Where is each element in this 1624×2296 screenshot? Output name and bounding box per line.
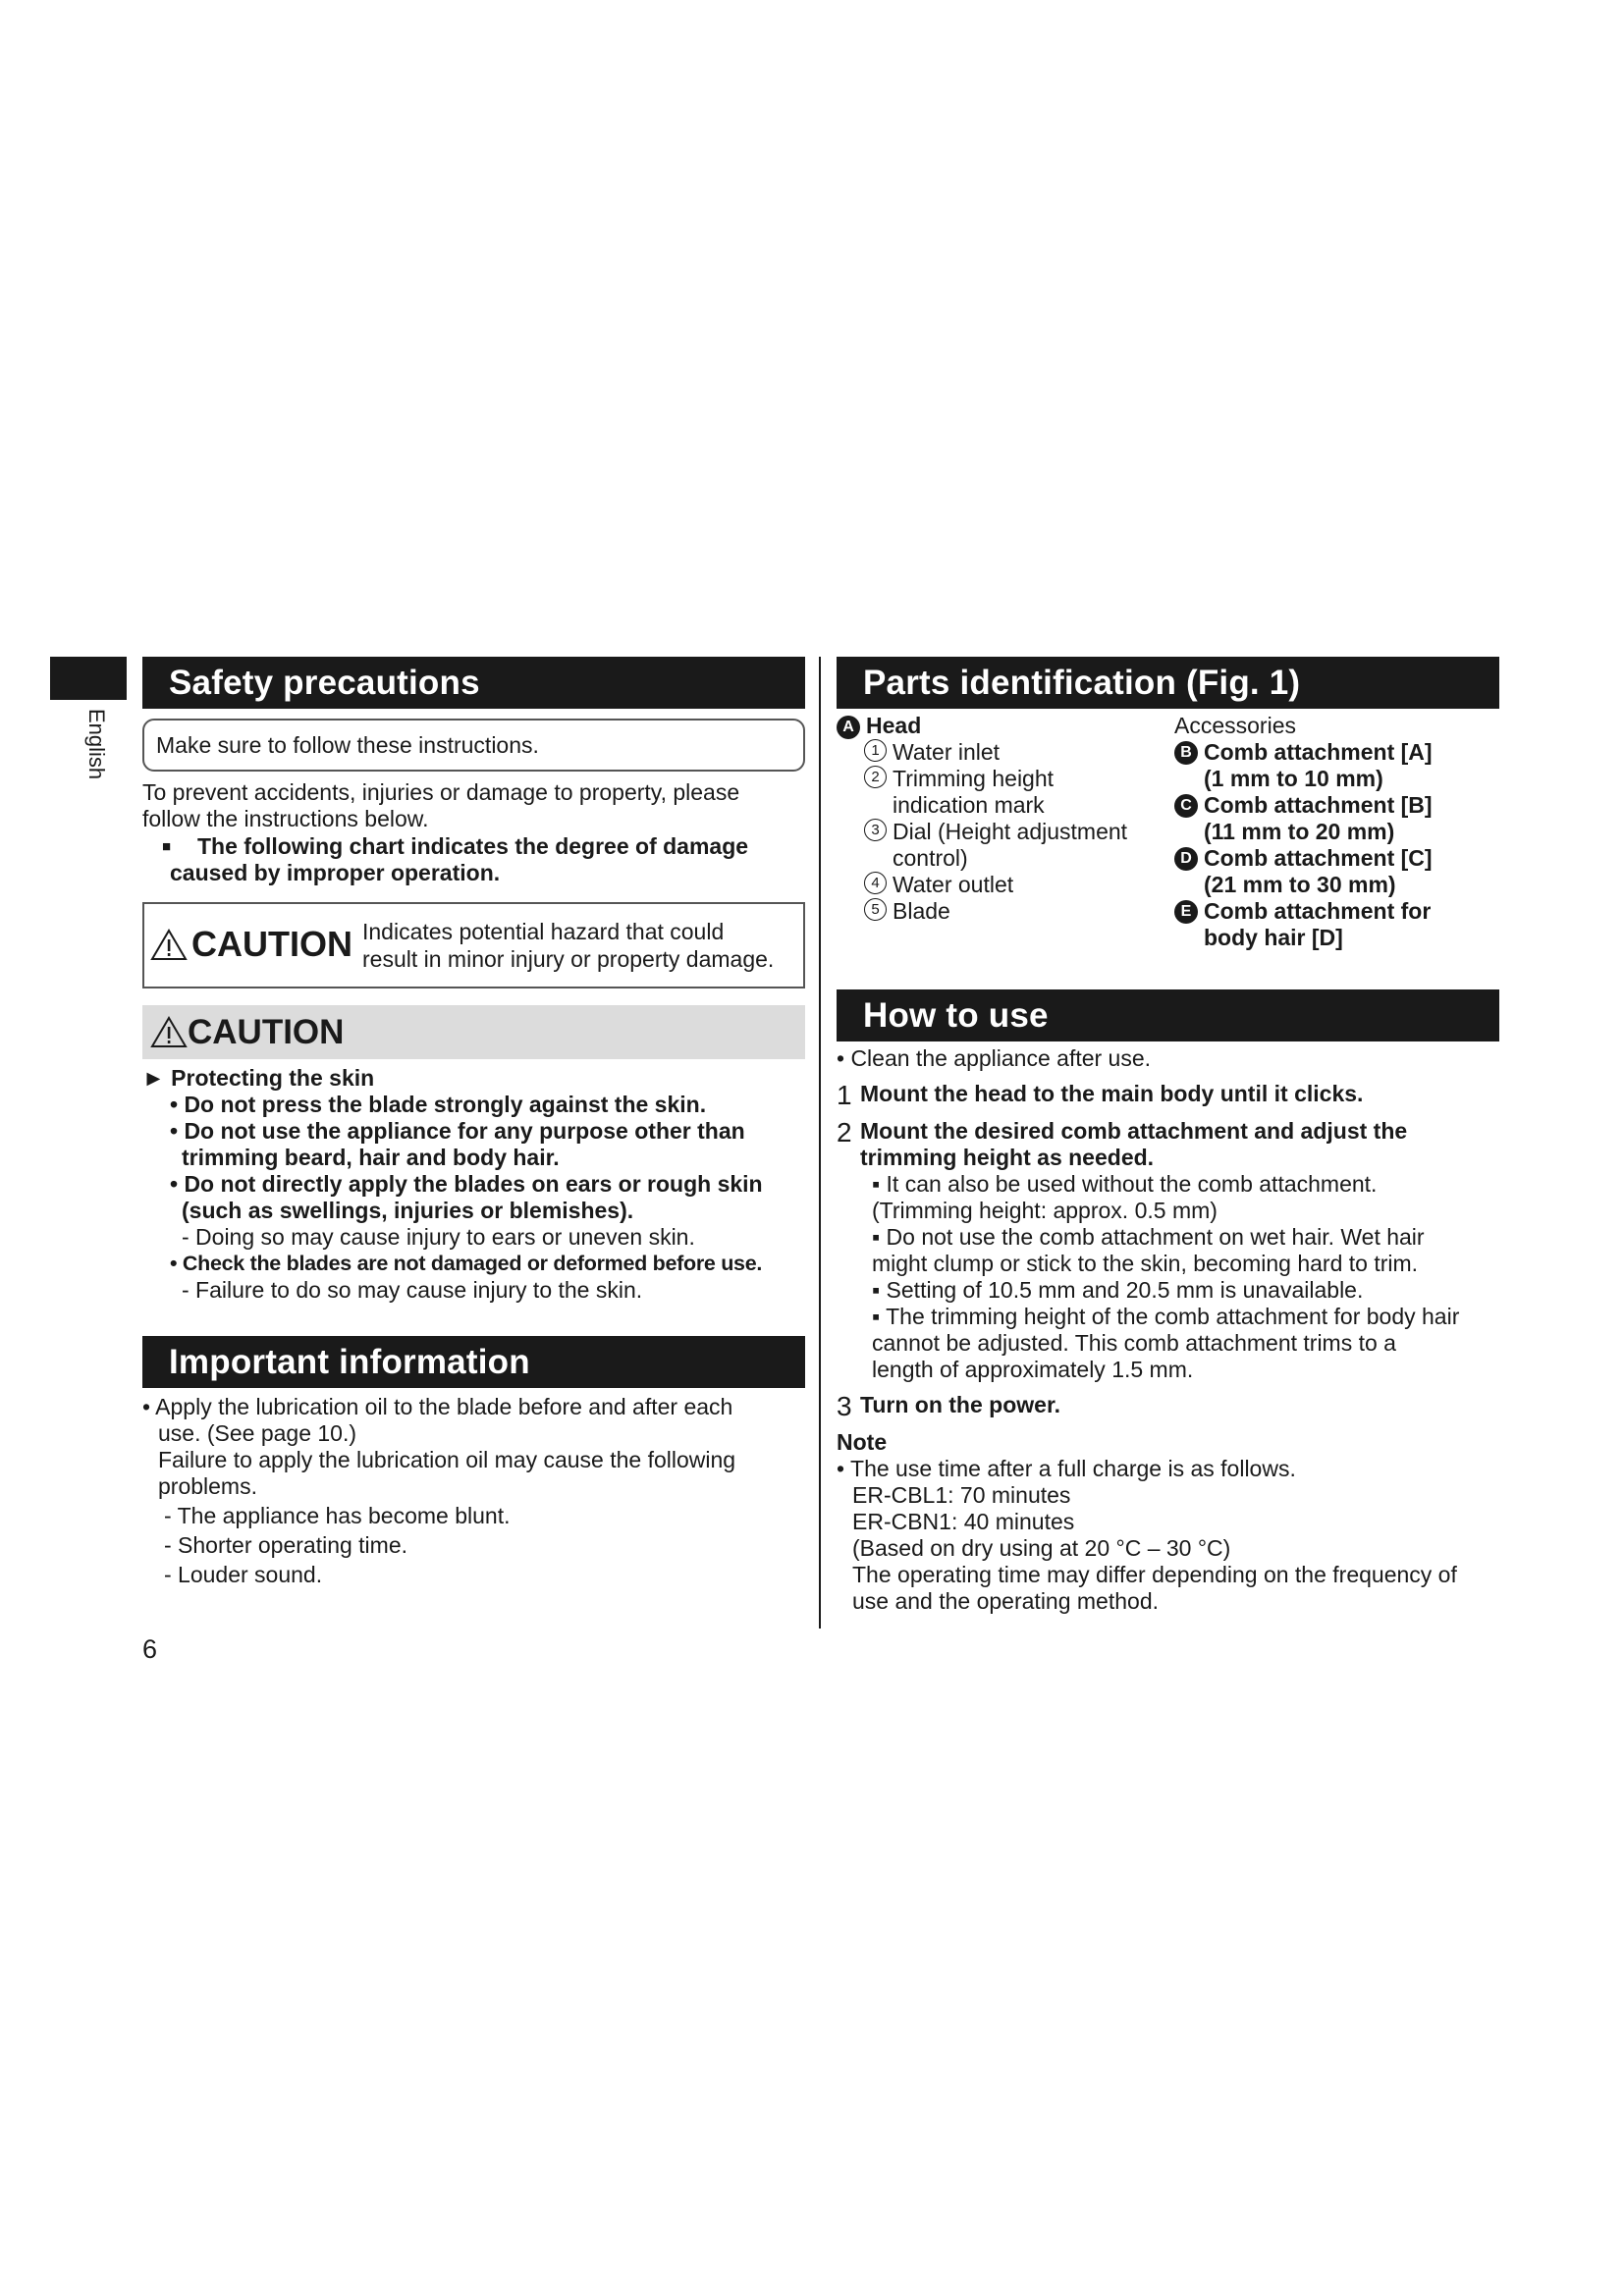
head-item [837, 739, 1161, 766]
caution-legend-word: CAUTION [191, 924, 352, 964]
safety-title: Safety precautions [142, 657, 805, 709]
marker-a-icon: A [837, 716, 860, 739]
accessory-line: Comb attachment [A] [1204, 739, 1433, 765]
step-2-line: trimming height as needed. [860, 1145, 1155, 1170]
important-line: use. (See page 10.) [158, 1420, 357, 1446]
step-3 [837, 1392, 1499, 1420]
parts-title: Parts identification (Fig. 1) [837, 657, 1499, 709]
note-line: (Based on dry using at 20 °C – 30 °C) [852, 1535, 1231, 1561]
caution-legend-line: result in minor injury or property damage. [362, 946, 775, 972]
caution-title-text: CAUTION [188, 1013, 345, 1051]
head-item-text: Blade [893, 898, 950, 924]
important-line: problems. [158, 1473, 257, 1499]
step-2-number: 2 [837, 1117, 852, 1148]
step-2-line: Mount the desired comb attachment and adjust the [860, 1118, 1408, 1144]
head-item-text: indication mark [893, 792, 1045, 818]
caution-item [142, 1118, 805, 1171]
chart-note-line: caused by improper operation. [170, 860, 501, 885]
caution-legend-label [150, 924, 352, 965]
number-2-icon: 2 [864, 766, 887, 788]
note-line: ER-CBN1: 40 minutes [852, 1509, 1075, 1534]
safety-notice: Make sure to follow these instructions. [142, 719, 805, 772]
caution-item-sub: - Doing so may cause injury to ears or uneven skin. [182, 1224, 695, 1250]
square-bullet: ■ [162, 838, 172, 855]
step-2 [837, 1118, 1499, 1383]
safety-intro-line: follow the instructions below. [142, 806, 429, 831]
note-line: ER-CBL1: 70 minutes [852, 1482, 1071, 1508]
caution-item-line: • Do not directly apply the blades on ears or rough skin [170, 1171, 763, 1197]
howto-title: How to use [837, 989, 1499, 1041]
step-3-number: 3 [837, 1391, 852, 1421]
caution-item [142, 1092, 805, 1118]
step-2-bullet: (Trimming height: approx. 0.5 mm) [872, 1198, 1218, 1223]
head-item [837, 898, 1161, 925]
head-item [837, 819, 1161, 872]
head-label: Head [866, 713, 922, 738]
accessory-line: Comb attachment [B] [1204, 792, 1433, 818]
problem-item: - The appliance has become blunt. [164, 1503, 511, 1528]
accessory-line: Comb attachment [C] [1204, 845, 1433, 871]
accessory-line: (21 mm to 30 mm) [1204, 872, 1396, 897]
important-title: Important information [142, 1336, 805, 1388]
caution-item-line: trimming beard, hair and body hair. [182, 1145, 560, 1170]
problem-item: - Shorter operating time. [164, 1532, 408, 1558]
number-4-icon: 4 [864, 872, 887, 894]
head-item [837, 766, 1161, 819]
parts-body [837, 713, 1499, 989]
head-item [837, 872, 1161, 898]
accessories-label: Accessories [1174, 713, 1296, 738]
accessory-item [1174, 845, 1498, 898]
step-2-bullet: ▪ Do not use the comb attachment on wet hair. Wet hair [872, 1224, 1425, 1250]
marker-e-icon: E [1174, 900, 1198, 924]
howto-intro: • Clean the appliance after use. [837, 1045, 1152, 1071]
head-heading [837, 713, 1161, 739]
chart-note-line: The following chart indicates the degree of damage [197, 833, 749, 859]
accessory-item [1174, 792, 1498, 845]
step-1 [837, 1081, 1499, 1109]
accessory-line: (1 mm to 10 mm) [1204, 766, 1383, 791]
caution-item-line: • Do not use the appliance for any purpose other than [170, 1118, 745, 1144]
step-1-text: Mount the head to the main body until it clicks. [860, 1081, 1364, 1106]
left-column [142, 657, 805, 1588]
caution-legend-box [142, 902, 805, 988]
note-line: use and the operating method. [852, 1588, 1160, 1614]
important-body [142, 1394, 805, 1588]
marker-d-icon: D [1174, 847, 1198, 871]
caution-list [142, 1065, 805, 1304]
step-2-bullet: might clump or stick to the skin, becoming hard to trim. [872, 1251, 1419, 1276]
step-2-bullet: cannot be adjusted. This comb attachment trims to a [872, 1330, 1396, 1356]
language-label: English [84, 709, 109, 780]
safety-intro-line: To prevent accidents, injuries or damage to property, please [142, 779, 740, 805]
note-label: Note [837, 1429, 888, 1455]
problem-item: - Louder sound. [164, 1562, 323, 1587]
head-item-text: Water outlet [893, 872, 1014, 897]
marker-b-icon: B [1174, 741, 1198, 765]
warning-triangle-icon [150, 928, 188, 961]
language-tab [50, 657, 127, 700]
head-item-text: Water inlet [893, 739, 1001, 765]
accessory-item [1174, 898, 1498, 951]
accessory-item [1174, 739, 1498, 792]
marker-c-icon: C [1174, 794, 1198, 818]
caution-item-sub: - Failure to do so may cause injury to the skin. [182, 1277, 643, 1303]
step-3-text: Turn on the power. [860, 1392, 1061, 1417]
step-2-bullet: ▪ It can also be used without the comb attachment. [872, 1171, 1378, 1197]
accessory-line: (11 mm to 20 mm) [1204, 819, 1395, 844]
head-item-text: Trimming height [893, 766, 1055, 791]
chart-note [142, 833, 805, 860]
page-number: 6 [142, 1634, 158, 1664]
number-5-icon: 5 [864, 898, 887, 921]
howto-body [837, 1045, 1499, 1615]
note-line: • The use time after a full charge is as follows. [837, 1456, 1296, 1481]
caution-legend-line: Indicates potential hazard that could [362, 919, 725, 944]
caution-title [142, 1005, 805, 1059]
accessories [1174, 713, 1498, 951]
caution-item-line: (such as swellings, injuries or blemishes). [182, 1198, 634, 1223]
caution-subhead: ► Protecting the skin [142, 1065, 375, 1091]
caution-legend-text [362, 918, 814, 973]
step-2-bullet: length of approximately 1.5 mm. [872, 1357, 1194, 1382]
right-column [837, 657, 1499, 1615]
accessory-line: body hair [D] [1204, 925, 1343, 950]
caution-item [142, 1171, 805, 1251]
number-1-icon: 1 [864, 739, 887, 762]
safety-intro [142, 779, 805, 832]
important-line: Failure to apply the lubrication oil may cause the following [158, 1447, 736, 1472]
caution-item [142, 1251, 805, 1304]
step-1-number: 1 [837, 1080, 852, 1110]
number-3-icon: 3 [864, 819, 887, 841]
column-divider [819, 657, 821, 1629]
step-2-bullet: ▪ The trimming height of the comb attachment for body hair [872, 1304, 1460, 1329]
accessory-line: Comb attachment for [1204, 898, 1432, 924]
warning-triangle-icon [150, 1015, 188, 1048]
step-2-bullet: ▪ Setting of 10.5 mm and 20.5 mm is unavailable. [872, 1277, 1364, 1303]
head-item-text: control) [893, 845, 968, 871]
head-item-text: Dial (Height adjustment [893, 819, 1128, 844]
note-line: The operating time may differ depending on the frequency of [852, 1562, 1457, 1587]
caution-item-line: • Check the blades are not damaged or deformed before use. [170, 1252, 763, 1275]
important-line: • Apply the lubrication oil to the blade before and after each [142, 1394, 733, 1419]
head-parts [837, 713, 1161, 925]
caution-item-line: • Do not press the blade strongly against the skin. [170, 1092, 707, 1117]
